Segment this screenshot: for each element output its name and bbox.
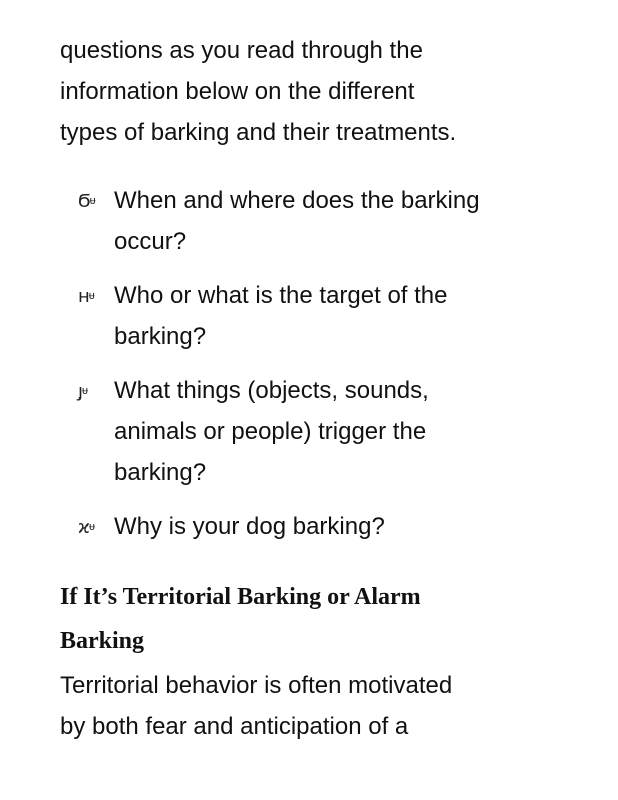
question-list — [78, 180, 598, 560]
text-line: barking? — [114, 459, 207, 486]
heading-line: Barking — [60, 628, 145, 654]
text-line: What things (objects, sounds, — [114, 377, 429, 404]
text-line: information below on the different — [60, 78, 415, 105]
list-item — [78, 275, 598, 357]
heading-line: If It’s Territorial Barking or Alarm — [60, 584, 421, 610]
text-line: types of barking and their treatments. — [60, 119, 457, 146]
text-line: Who or what is the target of the — [114, 282, 448, 309]
text-line: by both fear and anticipation of a — [60, 713, 409, 740]
text-line: occur? — [114, 228, 187, 255]
bullet-glyph: ʜᵾ — [78, 286, 94, 307]
text-line: When and where does the barking — [114, 187, 480, 214]
text-line: animals or people) trigger the — [114, 418, 427, 445]
section-heading — [60, 575, 580, 663]
list-item — [78, 506, 598, 547]
text-line: Territorial behavior is often motivated — [60, 672, 453, 699]
list-item — [78, 180, 598, 262]
bullet-glyph: ȷ̧ᵾ — [78, 381, 88, 402]
list-item — [78, 370, 598, 493]
section-body-paragraph — [60, 665, 580, 747]
intro-paragraph — [60, 30, 580, 153]
text-line: Why is your dog barking? — [114, 513, 385, 540]
bullet-glyph: ϰᵾ — [78, 517, 94, 538]
text-line: barking? — [114, 323, 207, 350]
bullet-glyph: Ϭᵾ — [78, 191, 95, 212]
text-line: questions as you read through the — [60, 37, 423, 64]
